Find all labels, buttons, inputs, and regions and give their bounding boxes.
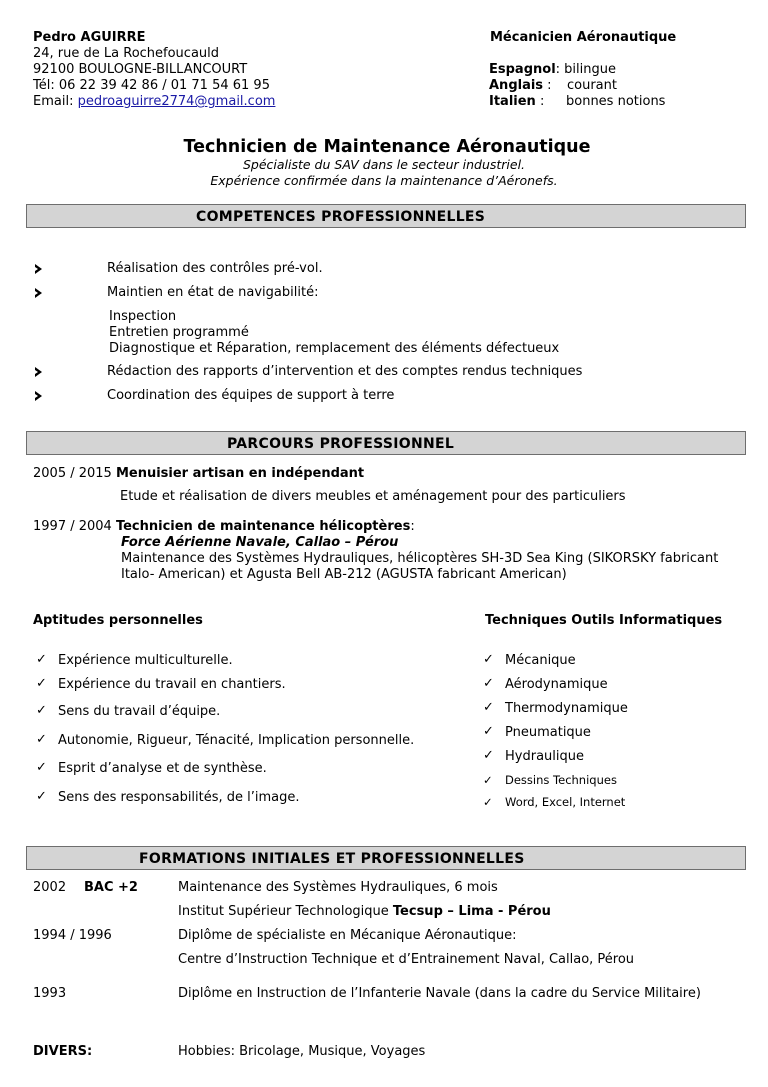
email-link[interactable]: pedroaguirre2774@gmail.com [77,94,276,109]
job-period: 2005 / 2015 [33,466,116,481]
check-icon: ✓ [483,773,493,787]
institution-name: Institut Supérieur Technologique [178,904,393,919]
check-icon: ✓ [483,700,494,715]
arrow-bullet-icon [35,288,42,298]
formation-year: 1994 / 1996 [33,928,112,943]
formation-title: Diplôme de spécialiste en Mécanique Aéronautique: [178,928,517,943]
phone: Tél: 06 22 39 42 86 / 01 71 54 61 95 [33,78,270,93]
technique-item: Word, Excel, Internet [505,795,626,809]
headline-sub-2: Expérience confirmée dans la maintenance d’Aéronefs. [210,173,558,188]
institution-location: Tecsup – Lima - Pérou [392,904,551,919]
check-icon: ✓ [36,732,47,747]
section-formations [26,846,746,870]
aptitude-item: Esprit d’analyse et de synthèse. [58,761,267,776]
formation-year: 2002 [33,880,67,895]
section-competences [26,204,746,228]
competence-item: Réalisation des contrôles pré-vol. [107,261,323,276]
technique-item: Mécanique [505,653,576,668]
aptitudes-heading: Aptitudes personnelles [33,613,203,628]
arrow-bullet-icon [35,367,42,377]
language-name: Espagnol [489,62,556,77]
technique-item: Aérodynamique [505,677,608,692]
job-2-description-2: Italo- American) et Agusta Bell AB-212 (AGUSTA fabricant American) [121,567,567,582]
aptitude-item: Autonomie, Rigueur, Ténacité, Implication personnelle. [58,733,415,748]
check-icon: ✓ [36,789,47,804]
check-icon: ✓ [483,748,494,763]
job-2-organisation: Force Aérienne Navale, Callao – Pérou [121,535,399,550]
aptitude-item: Expérience du travail en chantiers. [58,677,286,692]
competence-item: Rédaction des rapports d’intervention et des comptes rendus techniques [107,364,583,379]
competence-subitem: Inspection [109,309,177,324]
divers-value: Hobbies: Bricolage, Musique, Voyages [178,1044,426,1059]
competence-item: Maintien en état de navigabilité: [107,285,319,300]
formation-title: Diplôme en Instruction de l’Infanterie Navale (dans la cadre du Service Militaire) [178,986,701,1001]
address-line-2: 92100 BOULOGNE-BILLANCOURT [33,62,248,77]
check-icon: ✓ [36,652,47,667]
job-title: Mécanicien Aéronautique [490,30,677,45]
job-period: 1997 / 2004 [33,519,116,534]
aptitude-item: Expérience multiculturelle. [58,653,233,668]
language-level: bilingue [564,62,616,77]
section-title: PARCOURS PROFESSIONNEL [227,436,455,452]
formation-title: Maintenance des Systèmes Hydrauliques, 6 mois [178,880,498,895]
formation-institution: Centre d’Instruction Technique et d’Entrainement Naval, Callao, Pérou [178,952,635,967]
language-english [489,78,552,94]
competence-subitem: Entretien programmé [109,325,249,340]
check-icon: ✓ [36,760,47,775]
job-1-header [33,466,364,481]
formation-institution [178,904,551,919]
job-2-description-1: Maintenance des Systèmes Hydrauliques, hélicoptères SH-3D Sea King (SIKORSKY fabricant [121,551,719,566]
language-level: courant [567,78,617,93]
competence-subitem: Diagnostique et Réparation, remplacement des éléments défectueux [109,341,560,356]
aptitude-item: Sens des responsabilités, de l’image. [58,790,300,805]
email-line [33,94,275,110]
formation-year: 1993 [33,986,67,1001]
language-name: Italien [489,94,536,109]
language-level: bonnes notions [566,94,666,109]
competence-item: Coordination des équipes de support à terre [107,388,395,403]
arrow-bullet-icon [35,391,42,401]
check-icon: ✓ [483,795,493,809]
headline-sub-1: Spécialiste du SAV dans le secteur industriel. [242,157,526,172]
divers-label: DIVERS: [33,1044,93,1059]
email-label: Email: [33,94,78,109]
technique-item: Pneumatique [505,725,591,740]
headline: Technicien de Maintenance Aéronautique [183,137,591,157]
technique-item: Hydraulique [505,749,584,764]
technique-item: Thermodynamique [505,701,628,716]
language-name: Anglais [489,78,544,93]
language-separator: : [535,94,545,109]
check-icon: ✓ [483,652,494,667]
arrow-bullet-icon [35,264,42,274]
address-line-1: 24, rue de La Rochefoucauld [33,46,220,61]
check-icon: ✓ [36,703,47,718]
language-italian [489,94,544,110]
job-title: Technicien de maintenance hélicoptères [115,519,411,534]
candidate-name: Pedro AGUIRRE [33,30,146,45]
check-icon: ✓ [36,676,47,691]
techniques-heading: Techniques Outils Informatiques [485,613,723,628]
section-title: FORMATIONS INITIALES ET PROFESSIONNELLES [139,851,525,867]
job-title: Menuisier artisan en indépendant [115,466,365,481]
formation-degree: BAC +2 [84,880,138,895]
check-icon: ✓ [483,676,494,691]
aptitude-item: Sens du travail d’équipe. [58,704,221,719]
language-separator: : [543,78,552,93]
language-separator: : [555,62,565,77]
job-2-header [33,519,415,534]
job-title-suffix: : [410,519,415,534]
language-spanish [489,62,616,78]
check-icon: ✓ [483,724,494,739]
section-parcours [26,431,746,455]
technique-item: Dessins Techniques [505,773,617,787]
job-1-description: Etude et réalisation de divers meubles et aménagement pour des particuliers [120,489,626,504]
section-title: COMPETENCES PROFESSIONNELLES [196,209,486,225]
